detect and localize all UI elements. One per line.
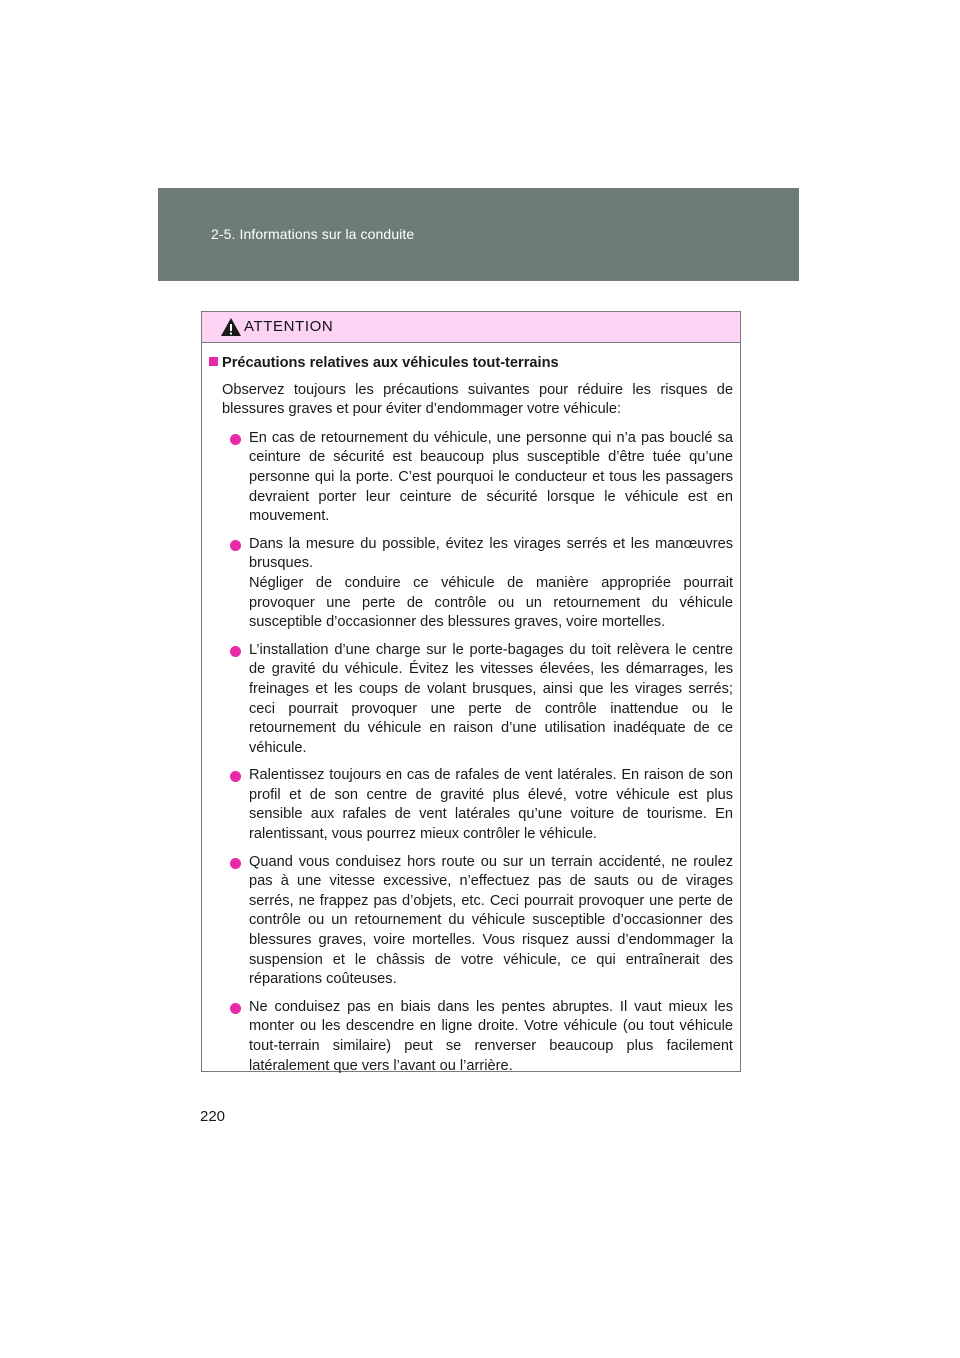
list-item-text: Négliger de conduire ce véhicule de manière appropriée pourrait provoquer une perte de contrôle ou un retournement du véhicule susceptible d’occasionner des blessures graves, voire mortelles. (249, 574, 733, 631)
bullet-dot-icon (230, 1003, 241, 1014)
subheading-text: Précautions relatives aux véhicules tout-terrains (222, 355, 559, 371)
list-item-text: L’installation d’une charge sur le porte-bagages du toit relèvera le centre de gravité du véhicule. Évitez les vitesses élevées, les démarrages, les freinages et les coups de volant brusques, ainsi que les virages serrés; ceci pourrait provoquer une perte de contrôle inattendue ou le retournement du véhicule en raison d’une utilisation inadéquate de ce véhicule. (249, 641, 733, 756)
list-item (230, 853, 733, 990)
attention-title: ATTENTION (244, 318, 334, 335)
warning-triangle-icon (220, 317, 242, 337)
list-item-text: Quand vous conduisez hors route ou sur un terrain accidenté, ne roulez pas à une vitesse excessive, n’effectuez pas de sauts ou de virages serrés, ne frappez pas d’objets, etc. Ceci pourrait provoquer une perte de contrôle ou un retournement du véhicule susceptible d’occasionner des blessures graves, voire mortelles. Vous risquez aussi d’endommager la suspension et le châssis de votre véhicule, ce qui entraînerait des réparations coûteuses. (249, 853, 733, 988)
bullet-dot-icon (230, 540, 241, 551)
list-item-text: Ralentissez toujours en cas de rafales de vent latérales. En raison de son profil et de son centre de gravité plus élevé, votre véhicule est plus sensible aux rafales de vent latérales qu’une voiture de tourisme. En ralentissant, vous pourrez mieux contrôler le véhicule. (249, 767, 733, 843)
list-item (230, 766, 733, 844)
list-item (230, 535, 733, 633)
list-item-text: Dans la mesure du possible, évitez les virages serrés et les manœuvres brusques. (249, 535, 733, 572)
list-item (230, 429, 733, 527)
attention-box (201, 311, 741, 1072)
section-title: 2-5. Informations sur la conduite (211, 226, 415, 242)
list-item-text: Ne conduisez pas en biais dans les pentes abruptes. Il vaut mieux les monter ou les descendre en ligne droite. Votre véhicule (ou tout véhicule tout-terrain similaire) peut se renverser beaucoup plus facilement latéralement que vers l’avant ou l’arrière. (249, 998, 733, 1074)
subheading (209, 354, 733, 374)
list-item-text: En cas de retournement du véhicule, une personne qui n’a pas bouclé sa ceinture de sécurité est beaucoup plus susceptible d’être tuée qu’une personne qui la porte. C’est pourquoi le conducteur et tous les passagers devraient porter leur ceinture de sécurité lorsque le véhicule est en mouvement. (249, 429, 733, 525)
bullet-dot-icon (230, 434, 241, 445)
square-bullet-icon (209, 357, 218, 366)
attention-header (202, 312, 740, 343)
bullet-dot-icon (230, 858, 241, 869)
section-header-band (158, 188, 799, 281)
attention-content (202, 343, 740, 1076)
bullet-dot-icon (230, 771, 241, 782)
intro-paragraph: Observez toujours les précautions suivantes pour réduire les risques de blessures graves et pour éviter d’endommager votre véhicule: (222, 381, 733, 418)
page-number: 220 (200, 1108, 226, 1125)
list-item (230, 641, 733, 759)
bullet-dot-icon (230, 646, 241, 657)
list-item (230, 998, 733, 1076)
